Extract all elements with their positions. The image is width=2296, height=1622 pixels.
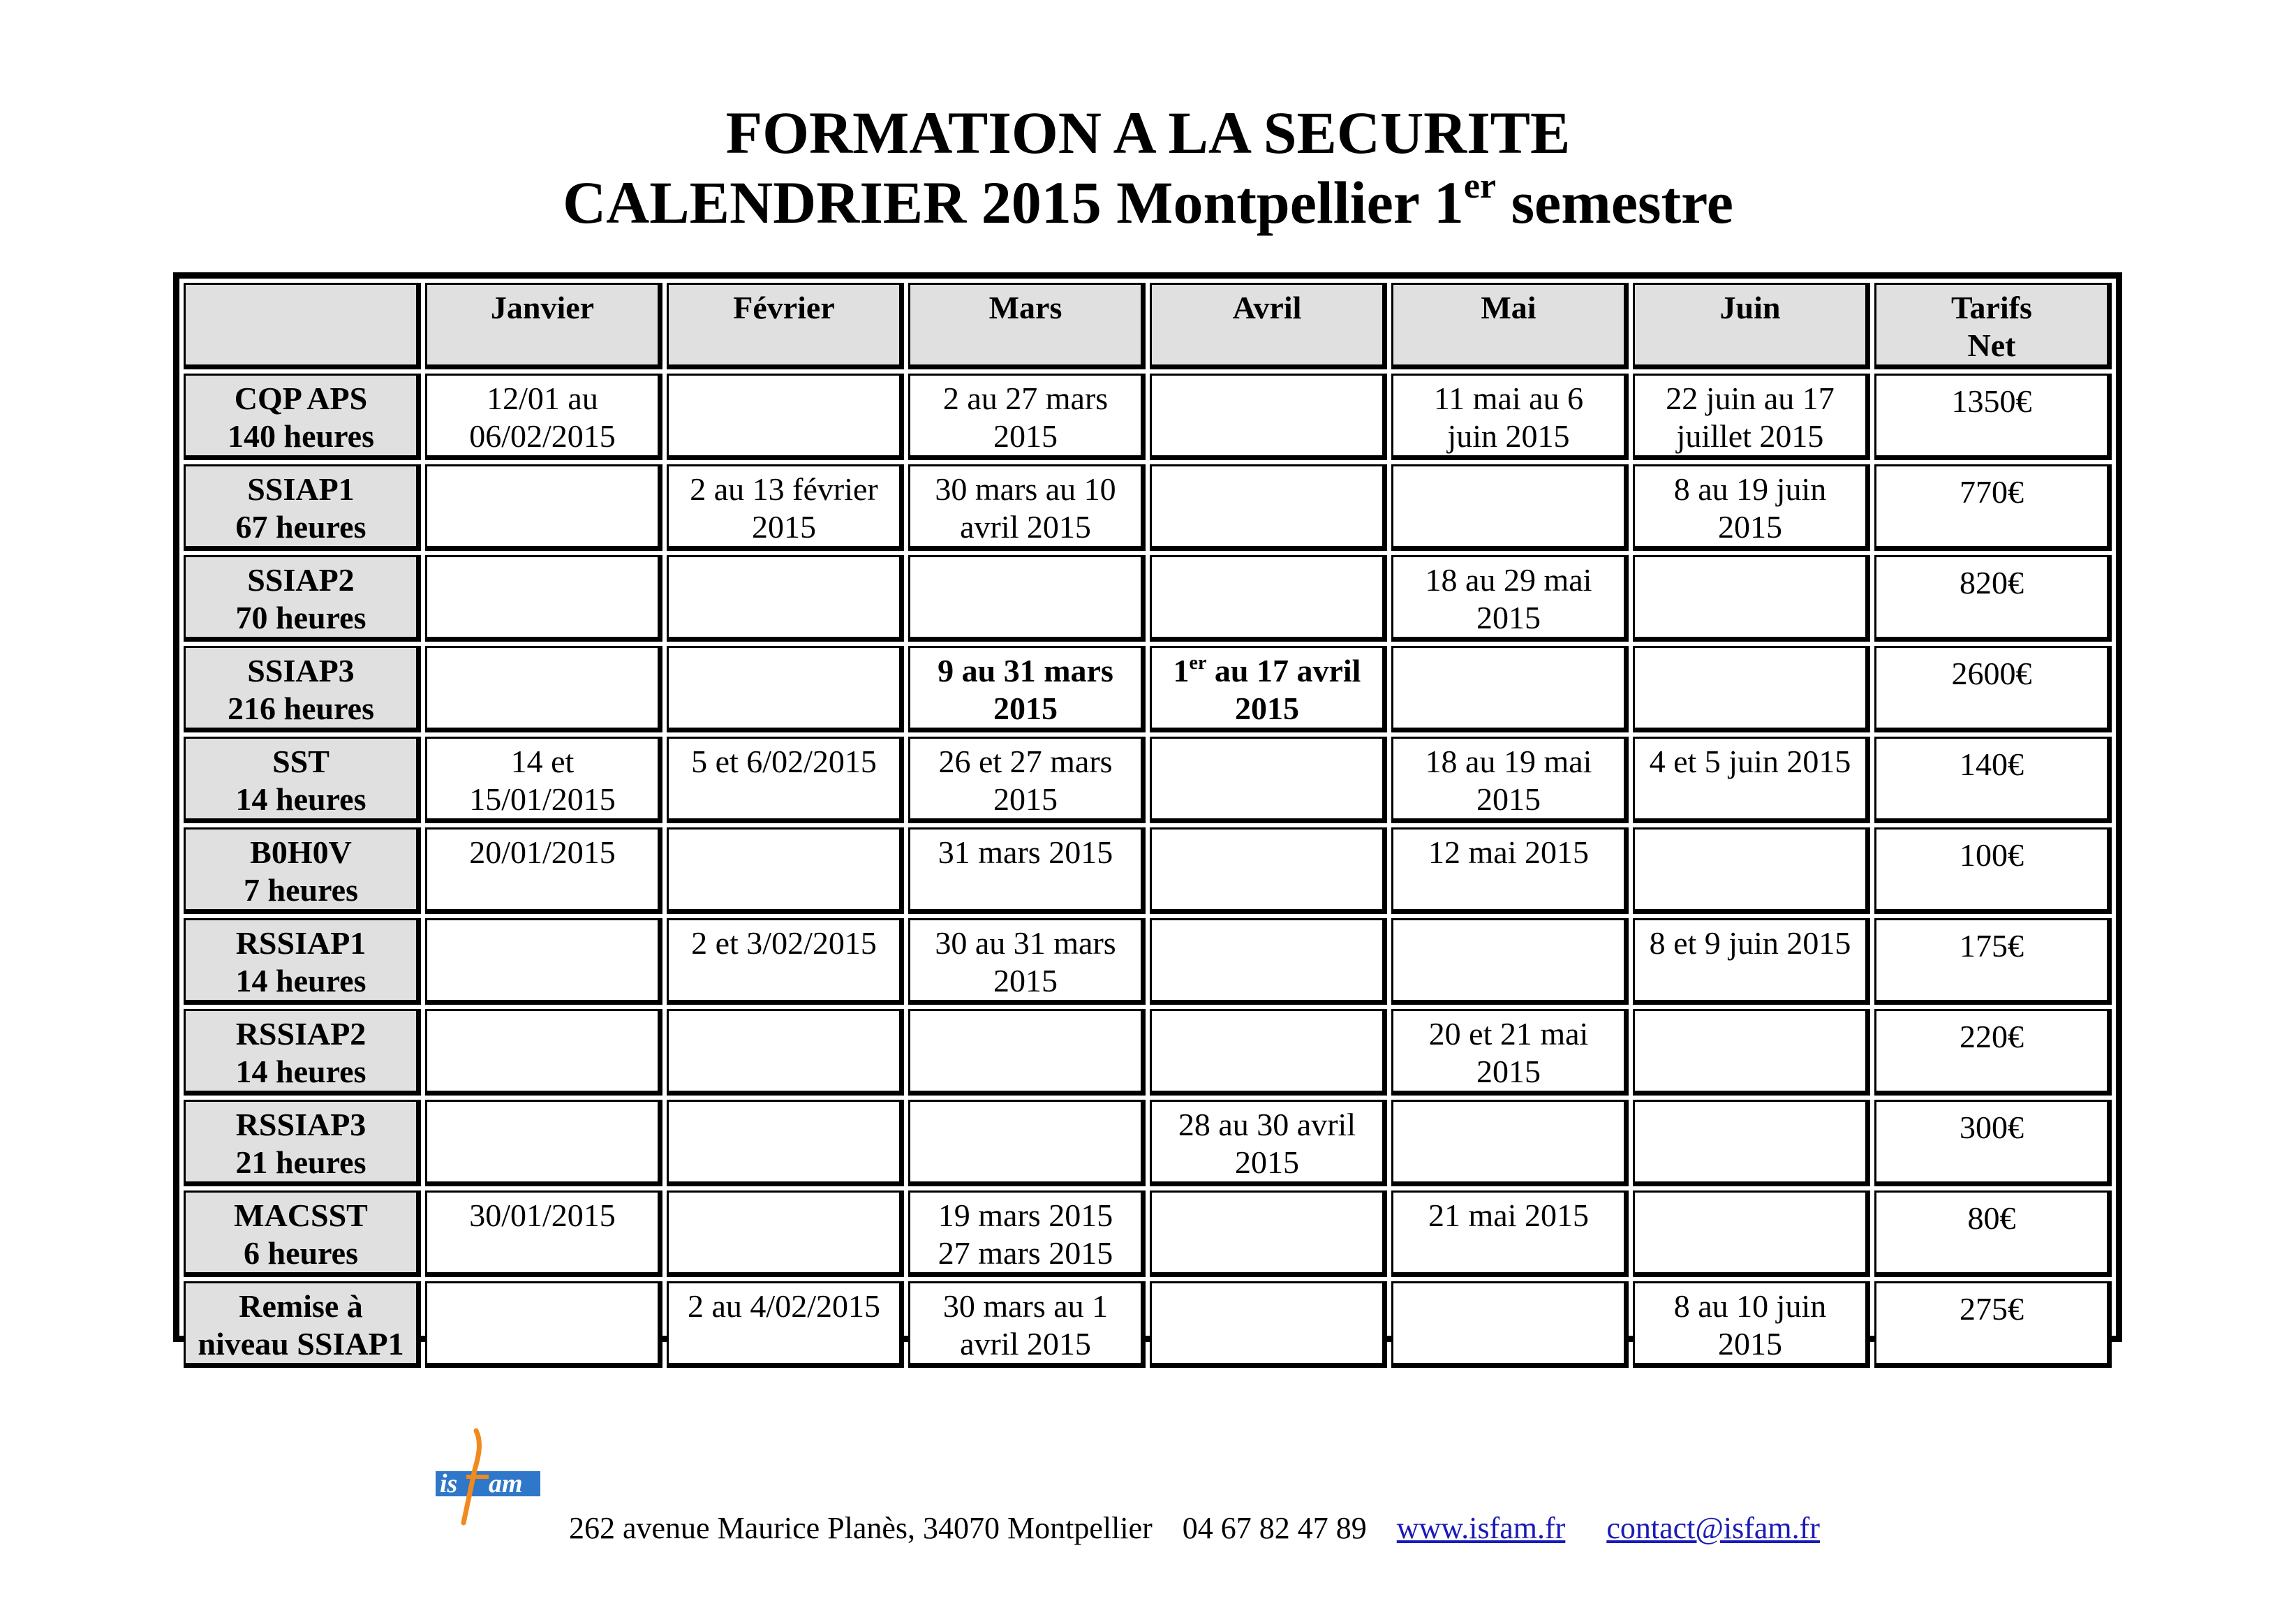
date-cell-fevrier: [667, 646, 904, 732]
date-cell-avril: [1150, 1190, 1387, 1277]
header-cell-fevrier: [667, 283, 904, 369]
date-cell-mai: [1391, 918, 1629, 1005]
date-cell-fevrier: [667, 374, 904, 460]
date-cell-mars: [908, 646, 1146, 732]
website-link[interactable]: www.isfam.fr: [1396, 1511, 1566, 1545]
row-header-cell: [184, 1100, 421, 1186]
date-cell-mai: [1391, 1281, 1629, 1368]
row-header-cell: [184, 646, 421, 732]
date-cell-juin: [1633, 827, 1870, 914]
date-text: 4 et 5 juin 2015: [1649, 744, 1851, 779]
header-label: Mars: [988, 290, 1062, 325]
date-cell-fevrier: [667, 1281, 904, 1368]
date-text-superscript: er: [1189, 652, 1207, 674]
price-cell: [1874, 1190, 2112, 1277]
date-cell-janvier: [425, 1281, 662, 1368]
date-cell-juin: [1633, 737, 1870, 823]
title-line-2-suffix: semestre: [1496, 169, 1733, 236]
date-cell-avril: [1150, 737, 1387, 823]
date-cell-avril: [1150, 1281, 1387, 1368]
date-text: 2 au 13 février 2015: [690, 471, 878, 545]
date-cell-mai: [1391, 1190, 1629, 1277]
svg-text:am: am: [489, 1469, 523, 1498]
course-label: SSIAP3 216 heures: [228, 653, 374, 726]
header-label: Février: [733, 290, 835, 325]
date-cell-juin: [1633, 374, 1870, 460]
date-text: 28 au 30 avril 2015: [1178, 1107, 1356, 1180]
date-cell-fevrier: [667, 737, 904, 823]
table-row: [184, 646, 2112, 732]
footer: [0, 1428, 2296, 1582]
date-cell-mai: [1391, 374, 1629, 460]
date-cell-mars: [908, 464, 1146, 551]
schedule-table: [179, 279, 2116, 1372]
date-cell-mai: [1391, 646, 1629, 732]
price-text: 2600€: [1951, 656, 2032, 691]
date-cell-juin: [1633, 1009, 1870, 1096]
price-cell: [1874, 374, 2112, 460]
price-text: 100€: [1960, 837, 2024, 873]
date-text: 8 au 10 juin 2015: [1673, 1288, 1827, 1362]
title-line-2-superscript: er: [1463, 166, 1497, 206]
table-row: [184, 374, 2112, 460]
course-label: SSIAP2 70 heures: [235, 562, 366, 635]
course-label: Remise à niveau SSIAP1: [198, 1288, 404, 1362]
date-cell-janvier: [425, 1100, 662, 1186]
course-label: CQP APS 140 heures: [228, 381, 374, 454]
isfam-logo: [433, 1428, 545, 1526]
date-cell-juin: [1633, 464, 1870, 551]
date-cell-janvier: [425, 464, 662, 551]
row-header-cell: [184, 1009, 421, 1096]
contact-line: [569, 1510, 1853, 1546]
page-title: [0, 98, 2296, 237]
phone-text: 04 67 82 47 89: [1182, 1511, 1367, 1545]
date-text: 12 mai 2015: [1428, 834, 1589, 870]
date-cell-avril: [1150, 1009, 1387, 1096]
date-cell-janvier: [425, 555, 662, 642]
date-cell-janvier: [425, 918, 662, 1005]
date-cell-mai: [1391, 1100, 1629, 1186]
date-text-suffix: au 17 avril 2015: [1214, 653, 1361, 726]
row-header-cell: [184, 918, 421, 1005]
header-label: Avril: [1232, 290, 1302, 325]
date-cell-avril: [1150, 918, 1387, 1005]
date-cell-janvier: [425, 737, 662, 823]
date-text: [1155, 652, 1379, 728]
date-cell-mars: [908, 555, 1146, 642]
course-label: RSSIAP1 14 heures: [235, 925, 366, 998]
row-header-cell: [184, 464, 421, 551]
header-label: Mai: [1481, 290, 1536, 325]
date-text: 11 mai au 6 juin 2015: [1433, 381, 1584, 454]
price-text: 820€: [1960, 565, 2024, 600]
date-cell-mars: [908, 1009, 1146, 1096]
price-cell: [1874, 464, 2112, 551]
date-cell-fevrier: [667, 464, 904, 551]
table-row: [184, 1190, 2112, 1277]
date-cell-mars: [908, 1100, 1146, 1186]
date-text: 12/01 au 06/02/2015: [469, 381, 616, 454]
date-cell-avril: [1150, 646, 1387, 732]
date-text: 14 et 15/01/2015: [469, 744, 616, 817]
date-text: 9 au 31 mars 2015: [938, 653, 1113, 726]
price-text: 300€: [1960, 1109, 2024, 1145]
svg-text:is: is: [440, 1469, 458, 1498]
address-text: 262 avenue Maurice Planès, 34070 Montpellier: [569, 1511, 1153, 1545]
date-cell-juin: [1633, 555, 1870, 642]
price-text: 140€: [1960, 746, 2024, 782]
price-cell: [1874, 737, 2112, 823]
date-cell-juin: [1633, 1100, 1870, 1186]
date-cell-mai: [1391, 464, 1629, 551]
price-text: 770€: [1960, 474, 2024, 510]
row-header-cell: [184, 555, 421, 642]
date-cell-avril: [1150, 464, 1387, 551]
header-cell-janvier: [425, 283, 662, 369]
price-text: 175€: [1960, 928, 2024, 964]
date-cell-mai: [1391, 827, 1629, 914]
header-label: Tarifs Net: [1951, 290, 2032, 363]
date-cell-avril: [1150, 555, 1387, 642]
date-text: 2 au 27 mars 2015: [942, 381, 1109, 454]
date-text: 19 mars 2015 27 mars 2015: [938, 1197, 1113, 1271]
price-text: 80€: [1967, 1200, 2016, 1236]
table-row: [184, 464, 2112, 551]
row-header-cell: [184, 737, 421, 823]
date-cell-fevrier: [667, 1190, 904, 1277]
price-text: 220€: [1960, 1019, 2024, 1054]
date-cell-janvier: [425, 1009, 662, 1096]
date-cell-juin: [1633, 1190, 1870, 1277]
table-row: [184, 555, 2112, 642]
date-cell-fevrier: [667, 918, 904, 1005]
date-cell-fevrier: [667, 1100, 904, 1186]
schedule-table-frame: [173, 272, 2122, 1362]
date-cell-avril: [1150, 1100, 1387, 1186]
date-text: 20 et 21 mai 2015: [1428, 1016, 1589, 1089]
header-cell-avril: [1150, 283, 1387, 369]
header-cell-corner: [184, 283, 421, 369]
title-line-2-prefix: CALENDRIER 2015 Montpellier 1: [563, 169, 1464, 236]
date-text: 18 au 29 mai 2015: [1425, 562, 1592, 635]
title-line-2: [0, 168, 2296, 237]
date-cell-mars: [908, 737, 1146, 823]
price-cell: [1874, 1009, 2112, 1096]
row-header-cell: [184, 1190, 421, 1277]
date-text: 8 au 19 juin 2015: [1673, 471, 1827, 545]
date-cell-fevrier: [667, 555, 904, 642]
title-line-1: FORMATION A LA SECURITE: [725, 99, 1571, 166]
date-cell-mai: [1391, 555, 1629, 642]
date-cell-avril: [1150, 827, 1387, 914]
date-cell-mars: [908, 918, 1146, 1005]
table-row: [184, 737, 2112, 823]
date-text: 26 et 27 mars 2015: [938, 744, 1113, 817]
table-row: [184, 1009, 2112, 1096]
date-text: 31 mars 2015: [938, 834, 1113, 870]
date-text: 20/01/2015: [469, 834, 616, 870]
date-text: 22 juin au 17 juillet 2015: [1666, 381, 1835, 454]
price-cell: [1874, 918, 2112, 1005]
date-text: 2 au 4/02/2015: [688, 1288, 880, 1324]
date-text: 5 et 6/02/2015: [691, 744, 877, 779]
price-cell: [1874, 646, 2112, 732]
price-cell: [1874, 1281, 2112, 1368]
course-label: SSIAP1 67 heures: [235, 471, 366, 545]
date-cell-janvier: [425, 374, 662, 460]
date-cell-mai: [1391, 737, 1629, 823]
price-cell: [1874, 555, 2112, 642]
date-text: 30 au 31 mars 2015: [935, 925, 1116, 998]
date-text: 30/01/2015: [469, 1197, 616, 1233]
course-label: B0H0V 7 heures: [244, 834, 358, 908]
row-header-cell: [184, 1281, 421, 1368]
date-text-prefix: 1: [1173, 653, 1190, 688]
price-text: 275€: [1960, 1291, 2024, 1327]
date-text: 30 mars au 10 avril 2015: [935, 471, 1116, 545]
row-header-cell: [184, 374, 421, 460]
price-text: 1350€: [1951, 383, 2032, 419]
header-cell-juin: [1633, 283, 1870, 369]
course-label: SST 14 heures: [235, 744, 366, 817]
header-cell-tarifs: [1874, 283, 2112, 369]
date-cell-juin: [1633, 1281, 1870, 1368]
date-cell-mars: [908, 1190, 1146, 1277]
header-cell-mai: [1391, 283, 1629, 369]
date-cell-fevrier: [667, 827, 904, 914]
date-text: 21 mai 2015: [1428, 1197, 1589, 1233]
date-cell-janvier: [425, 827, 662, 914]
date-cell-avril: [1150, 374, 1387, 460]
table-row: [184, 1100, 2112, 1186]
date-cell-mars: [908, 374, 1146, 460]
course-label: RSSIAP3 21 heures: [235, 1107, 366, 1180]
date-text: 30 mars au 1 avril 2015: [942, 1288, 1109, 1362]
date-text: 18 au 19 mai 2015: [1425, 744, 1592, 817]
header-label: Janvier: [490, 290, 595, 325]
date-cell-mars: [908, 827, 1146, 914]
table-row: [184, 918, 2112, 1005]
table-row: [184, 1281, 2112, 1368]
email-link[interactable]: contact@isfam.fr: [1606, 1511, 1820, 1545]
date-text: 8 et 9 juin 2015: [1649, 925, 1851, 961]
row-header-cell: [184, 827, 421, 914]
header-label: Juin: [1719, 290, 1781, 325]
course-label: MACSST 6 heures: [234, 1197, 368, 1271]
date-cell-janvier: [425, 646, 662, 732]
date-cell-mai: [1391, 1009, 1629, 1096]
date-text: 2 et 3/02/2015: [691, 925, 877, 961]
course-label: RSSIAP2 14 heures: [235, 1016, 366, 1089]
price-cell: [1874, 1100, 2112, 1186]
date-cell-juin: [1633, 918, 1870, 1005]
price-cell: [1874, 827, 2112, 914]
table-header-row: [184, 283, 2112, 369]
date-cell-janvier: [425, 1190, 662, 1277]
header-cell-mars: [908, 283, 1146, 369]
date-cell-juin: [1633, 646, 1870, 732]
date-cell-fevrier: [667, 1009, 904, 1096]
date-cell-mars: [908, 1281, 1146, 1368]
table-row: [184, 827, 2112, 914]
